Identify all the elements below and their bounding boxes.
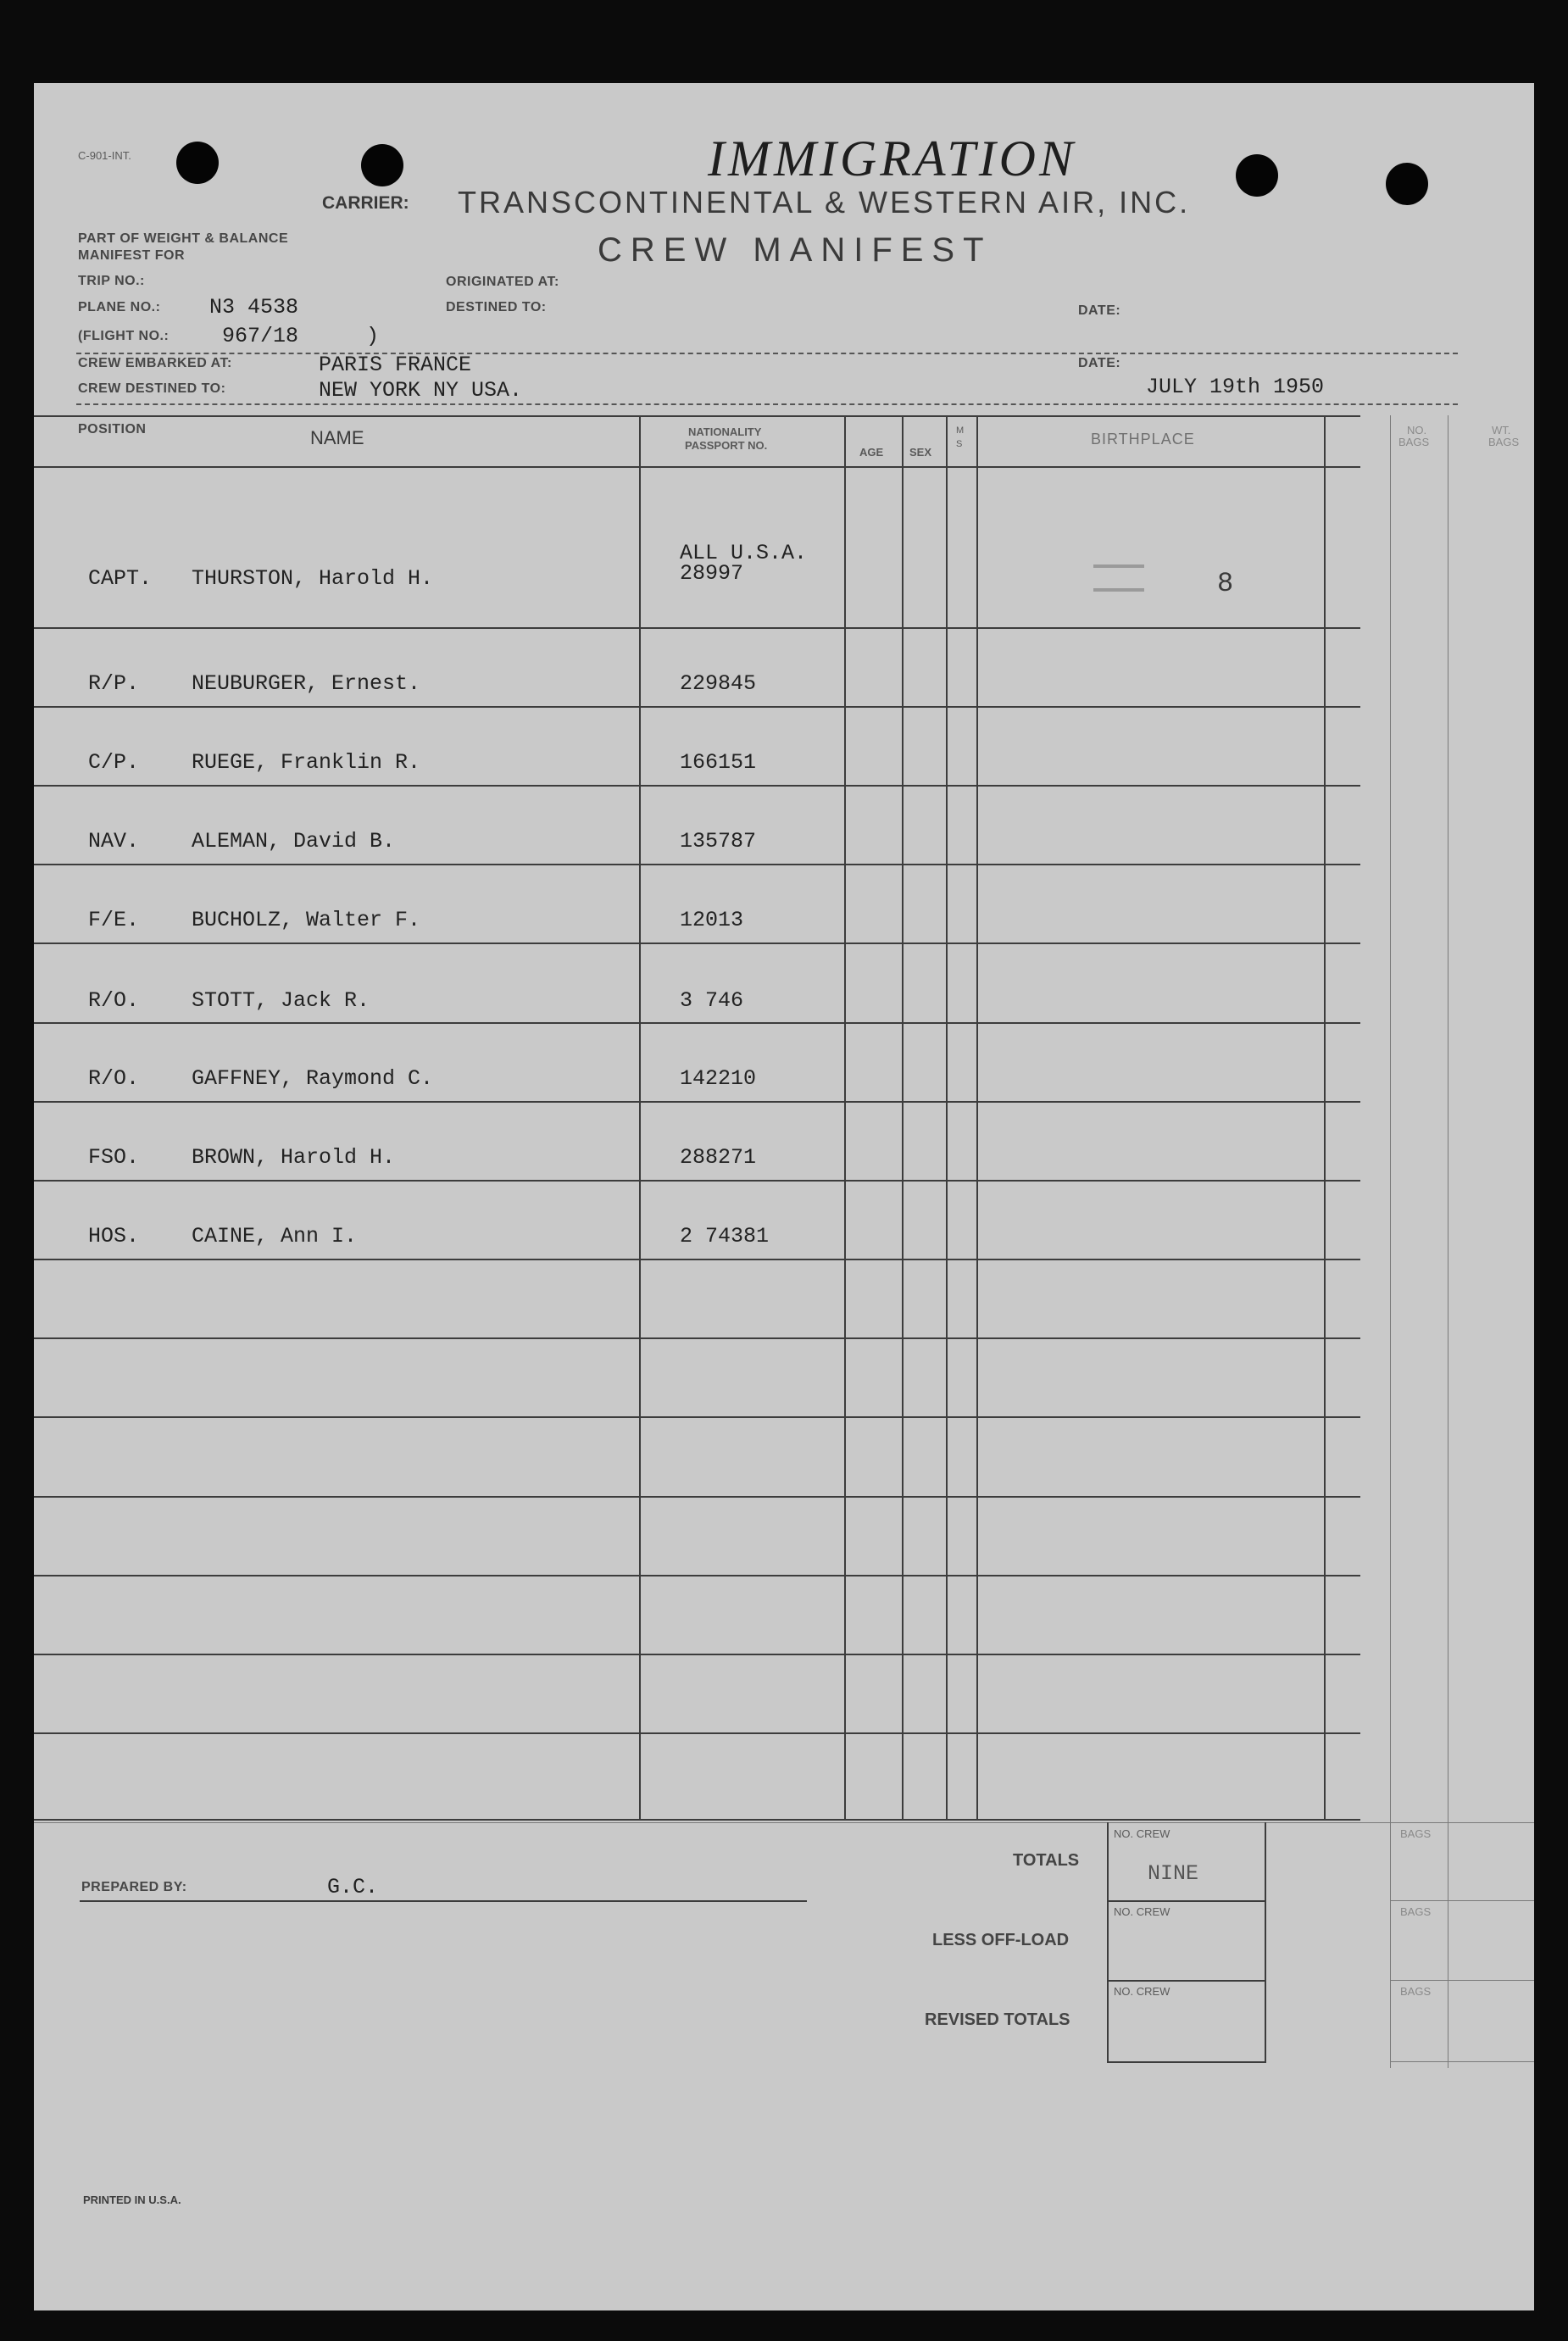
row-line xyxy=(34,1101,1360,1103)
totals-bags-line-3 xyxy=(1390,2061,1534,2062)
revised-totals-label: REVISED TOTALS xyxy=(925,2010,1070,2029)
punch-hole-2 xyxy=(361,144,403,186)
crew-name: BUCHOLZ, Walter F. xyxy=(192,908,421,932)
flight-no-label: (FLIGHT NO.: xyxy=(78,329,170,343)
row-line xyxy=(34,1654,1360,1655)
no-crew-label-3: NO. CREW xyxy=(1114,1985,1170,1998)
manifest-title: CREW MANIFEST xyxy=(598,231,993,269)
header-wt-bags-2: BAGS xyxy=(1488,436,1520,448)
table-header-line xyxy=(34,466,1360,468)
printed-in-footer: PRINTED IN U.S.A. xyxy=(83,2194,181,2206)
birthplace-mark: 8 xyxy=(1217,568,1234,599)
crew-passport: 12013 xyxy=(680,908,744,932)
crew-name: GAFFNEY, Raymond C. xyxy=(192,1066,434,1091)
totals-row-line-1 xyxy=(1107,1900,1266,1902)
crew-destined-label: CREW DESTINED TO: xyxy=(78,381,226,396)
totals-bags-line-2 xyxy=(1390,1980,1534,1981)
immigration-stamp: IMMIGRATION xyxy=(708,131,1077,186)
col-divider-passport-age xyxy=(844,415,846,1821)
row-line xyxy=(34,785,1360,787)
prepared-by-value: G.C. xyxy=(327,1875,379,1899)
totals-inner-border xyxy=(1265,1822,1266,2063)
crew-position: R/P. xyxy=(88,671,140,696)
crew-passport: 3 746 xyxy=(680,988,744,1013)
header-no-bags-1: NO. xyxy=(1407,424,1427,437)
header-wt-bags-1: WT. xyxy=(1492,424,1511,437)
flight-no-suffix: ) xyxy=(366,324,380,348)
totals-row-line-2 xyxy=(1107,1980,1266,1982)
crew-name: NEUBURGER, Ernest. xyxy=(192,671,421,696)
date-label-1: DATE: xyxy=(1078,303,1121,318)
header-ms-2: S xyxy=(956,439,963,449)
form-code: C-901-INT. xyxy=(78,149,131,162)
punch-hole-4 xyxy=(1386,163,1428,205)
row-line xyxy=(34,864,1360,865)
birthplace-redaction-2 xyxy=(1093,588,1144,592)
row-line xyxy=(34,1180,1360,1182)
punch-hole-3 xyxy=(1236,154,1278,197)
crew-position: R/O. xyxy=(88,1066,140,1091)
crew-name: THURSTON, Harold H. xyxy=(192,566,434,591)
crew-name: STOTT, Jack R. xyxy=(192,988,370,1013)
header-position: POSITION xyxy=(78,422,147,437)
trip-no-label: TRIP NO.: xyxy=(78,274,145,288)
row-line xyxy=(34,943,1360,944)
destined-to-label: DESTINED TO: xyxy=(446,300,547,314)
row-line xyxy=(34,1337,1360,1339)
totals-left-border xyxy=(1107,1822,1109,2063)
crew-position: R/O. xyxy=(88,988,140,1013)
crew-destined-value: NEW YORK NY USA. xyxy=(319,378,523,403)
crew-position: NAV. xyxy=(88,829,140,854)
crew-passport: 229845 xyxy=(680,671,757,696)
col-divider-bags-1 xyxy=(1390,415,1391,2068)
crew-position: CAPT. xyxy=(88,566,153,591)
crew-name: BROWN, Harold H. xyxy=(192,1145,396,1170)
header-divider-1 xyxy=(76,353,1458,354)
carrier-label: CARRIER: xyxy=(322,193,409,213)
crew-position: FSO. xyxy=(88,1145,140,1170)
bags-label-1: BAGS xyxy=(1400,1827,1432,1840)
part-of-line2: MANIFEST FOR xyxy=(78,248,185,263)
header-ms-1: M xyxy=(956,425,965,436)
crew-name: CAINE, Ann I. xyxy=(192,1224,358,1248)
header-name: NAME xyxy=(310,427,364,448)
header-birthplace: BIRTHPLACE xyxy=(1091,431,1195,448)
no-crew-label-1: NO. CREW xyxy=(1114,1827,1170,1840)
row-line xyxy=(34,1496,1360,1498)
no-crew-label-2: NO. CREW xyxy=(1114,1905,1170,1918)
header-nationality: NATIONALITY xyxy=(688,425,762,438)
col-divider-birthplace-right xyxy=(1324,415,1326,1821)
header-age: AGE xyxy=(859,446,884,459)
row-line xyxy=(34,1416,1360,1418)
totals-bags-line-1 xyxy=(1390,1900,1534,1901)
col-divider-name-passport xyxy=(639,415,641,1821)
nationality-note: ALL U.S.A. xyxy=(680,541,808,565)
totals-label: TOTALS xyxy=(1013,1851,1080,1870)
row-line xyxy=(34,1022,1360,1024)
crew-passport: 288271 xyxy=(680,1145,757,1170)
row-line xyxy=(34,1732,1360,1734)
manifest-sheet xyxy=(34,83,1534,2310)
row-line xyxy=(34,1259,1360,1260)
bags-label-2: BAGS xyxy=(1400,1905,1432,1918)
crew-position: F/E. xyxy=(88,908,140,932)
totals-value: NINE xyxy=(1148,1861,1199,1886)
table-top-line xyxy=(34,415,1360,417)
prepared-by-line xyxy=(80,1900,807,1902)
crew-position: C/P. xyxy=(88,750,140,775)
header-divider-2 xyxy=(76,403,1458,405)
crew-name: RUEGE, Franklin R. xyxy=(192,750,421,775)
originated-at-label: ORIGINATED AT: xyxy=(446,275,559,289)
carrier-name: TRANSCONTINENTAL & WESTERN AIR, INC. xyxy=(458,185,1191,220)
crew-passport: 142210 xyxy=(680,1066,757,1091)
row-line xyxy=(34,706,1360,708)
row-line xyxy=(34,627,1360,629)
crew-embarked-value: PARIS FRANCE xyxy=(319,353,472,377)
header-no-bags-2: BAGS xyxy=(1398,436,1430,448)
crew-passport: 166151 xyxy=(680,750,757,775)
prepared-by-label: PREPARED BY: xyxy=(81,1880,187,1894)
crew-passport: 2 74381 xyxy=(680,1224,770,1248)
bags-label-3: BAGS xyxy=(1400,1985,1432,1998)
date-value: JULY 19th 1950 xyxy=(1146,375,1325,399)
col-divider-ms-birthplace xyxy=(976,415,978,1821)
table-bottom-line xyxy=(34,1819,1360,1821)
header-sex: SEX xyxy=(909,446,932,459)
date-label-2: DATE: xyxy=(1078,356,1121,370)
row-line xyxy=(34,1575,1360,1576)
plane-no-label: PLANE NO.: xyxy=(78,300,161,314)
crew-position: HOS. xyxy=(88,1224,140,1248)
crew-passport: 28997 xyxy=(680,561,744,586)
flight-no-value: 967/18 xyxy=(222,324,299,348)
totals-bottom-line xyxy=(1107,2061,1266,2063)
part-of-line1: PART OF WEIGHT & BALANCE xyxy=(78,231,289,246)
crew-embarked-label: CREW EMBARKED AT: xyxy=(78,356,232,370)
header-passport-no: PASSPORT NO. xyxy=(685,439,768,452)
punch-hole-1 xyxy=(176,142,219,184)
col-divider-age-sex xyxy=(902,415,904,1821)
birthplace-redaction xyxy=(1093,564,1144,568)
totals-top-line xyxy=(34,1822,1534,1823)
plane-no-value: N3 4538 xyxy=(209,295,299,320)
less-offload-label: LESS OFF-LOAD xyxy=(932,1931,1070,1949)
col-divider-sex-ms xyxy=(946,415,948,1821)
crew-passport: 135787 xyxy=(680,829,757,854)
crew-name: ALEMAN, David B. xyxy=(192,829,396,854)
